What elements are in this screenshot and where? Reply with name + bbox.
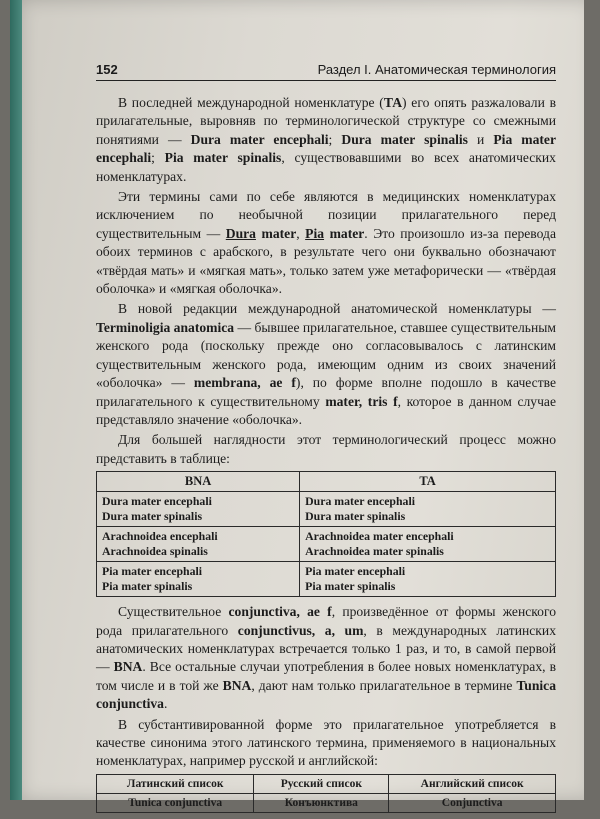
page-number: 152 — [96, 62, 118, 77]
table-header-english: Английский список — [389, 774, 556, 793]
table-row — [97, 492, 556, 527]
table-row — [97, 562, 556, 597]
table-cell: Pia mater encephali Pia mater spinalis — [300, 562, 556, 597]
book-page — [10, 0, 584, 809]
table-cell: Dura mater encephali Dura mater spinalis — [300, 492, 556, 527]
page-body — [96, 94, 556, 819]
paragraph-4: Для большей наглядности этот терминологический процесс можно представить в таблице: — [96, 432, 556, 466]
table-header-row — [97, 472, 556, 492]
book-spine — [10, 0, 22, 800]
table-row — [97, 527, 556, 562]
nomenclature-table — [96, 471, 556, 597]
table-cell: Arachnoidea mater encephali Arachnoidea mater spinalis — [300, 527, 556, 562]
table-cell-english: Conjunctiva — [389, 793, 556, 812]
paragraph-3: В новой редакции международной анатомической номенклатуры — Terminoligia anatomica — бывшее прилагательное, ставшее существительным женского рода (поскольку прежде оно согласовывалось с латинским существительным женского рода, имеющим одним из своих значений «оболочка» — membrana, ae f), по форме вполне подошло в качестве прилагательного к существительному mater, tris f, которое в данном случае представляло значение «оболочка». — [96, 301, 557, 427]
table-header-russian: Русский список — [254, 774, 389, 793]
table-header-bna: BNA — [97, 472, 300, 492]
paragraph-2: Эти термины сами по себе являются в медицинских номенклатурах исключением по необычной позиции прилагательного перед существительным — Dura mater, Pia mater. Это произошло из-за перевода обоих терминов с арабского, в результате чего они буквально обозначают «твёрдая мать» и «мягкая мать», только затем уже метафорически — «твёрдая оболочка» и «мягкая оболочка». — [96, 189, 556, 297]
table-header-row — [97, 774, 556, 793]
paragraph-1: В последней международной номенклатуре (ТА) его опять разжаловали в прилагательные, выровняв по терминологической структуре со смежными понятиями — Dura mater encephali; Dura mater spinalis и Pia mater encephali; Pia mater spinalis, существовавшими во всех анатомических номенклатурах. — [96, 95, 557, 184]
table-cell-latin: Tunica conjunctiva — [97, 793, 254, 812]
table-cell: Arachnoidea encephali Arachnoidea spinalis — [97, 527, 300, 562]
table-header-latin: Латинский список — [97, 774, 254, 793]
table-header-ta: TA — [300, 472, 556, 492]
section-title: Раздел I. Анатомическая терминология — [317, 62, 556, 77]
page-header — [96, 60, 556, 81]
table-cell-russian: Конъюнктива — [254, 793, 389, 812]
paragraph-5: Существительное conjunctiva, ae f, произведённое от формы женского рода прилагательного conjunctivus, a, um, в международных латинских анатомических номенклатурах встречается только 1 раз, и то, в самой первой — BNA. Все остальные случаи употребления в более новых номенклатурах, в том числе и в той же BNA, дают нам только прилагательное в термине Tunica conjunctiva. — [96, 604, 556, 712]
table-cell: Pia mater encephali Pia mater spinalis — [97, 562, 300, 597]
table-row — [97, 793, 556, 812]
synonym-table — [96, 774, 556, 813]
table-cell: Dura mater encephali Dura mater spinalis — [97, 492, 300, 527]
paragraph-6: В субстантивированной форме это прилагательное употребляется в качестве синонима этого латинского термина, применяемого в национальных номенклатурах, например русской и английской: — [96, 716, 556, 769]
